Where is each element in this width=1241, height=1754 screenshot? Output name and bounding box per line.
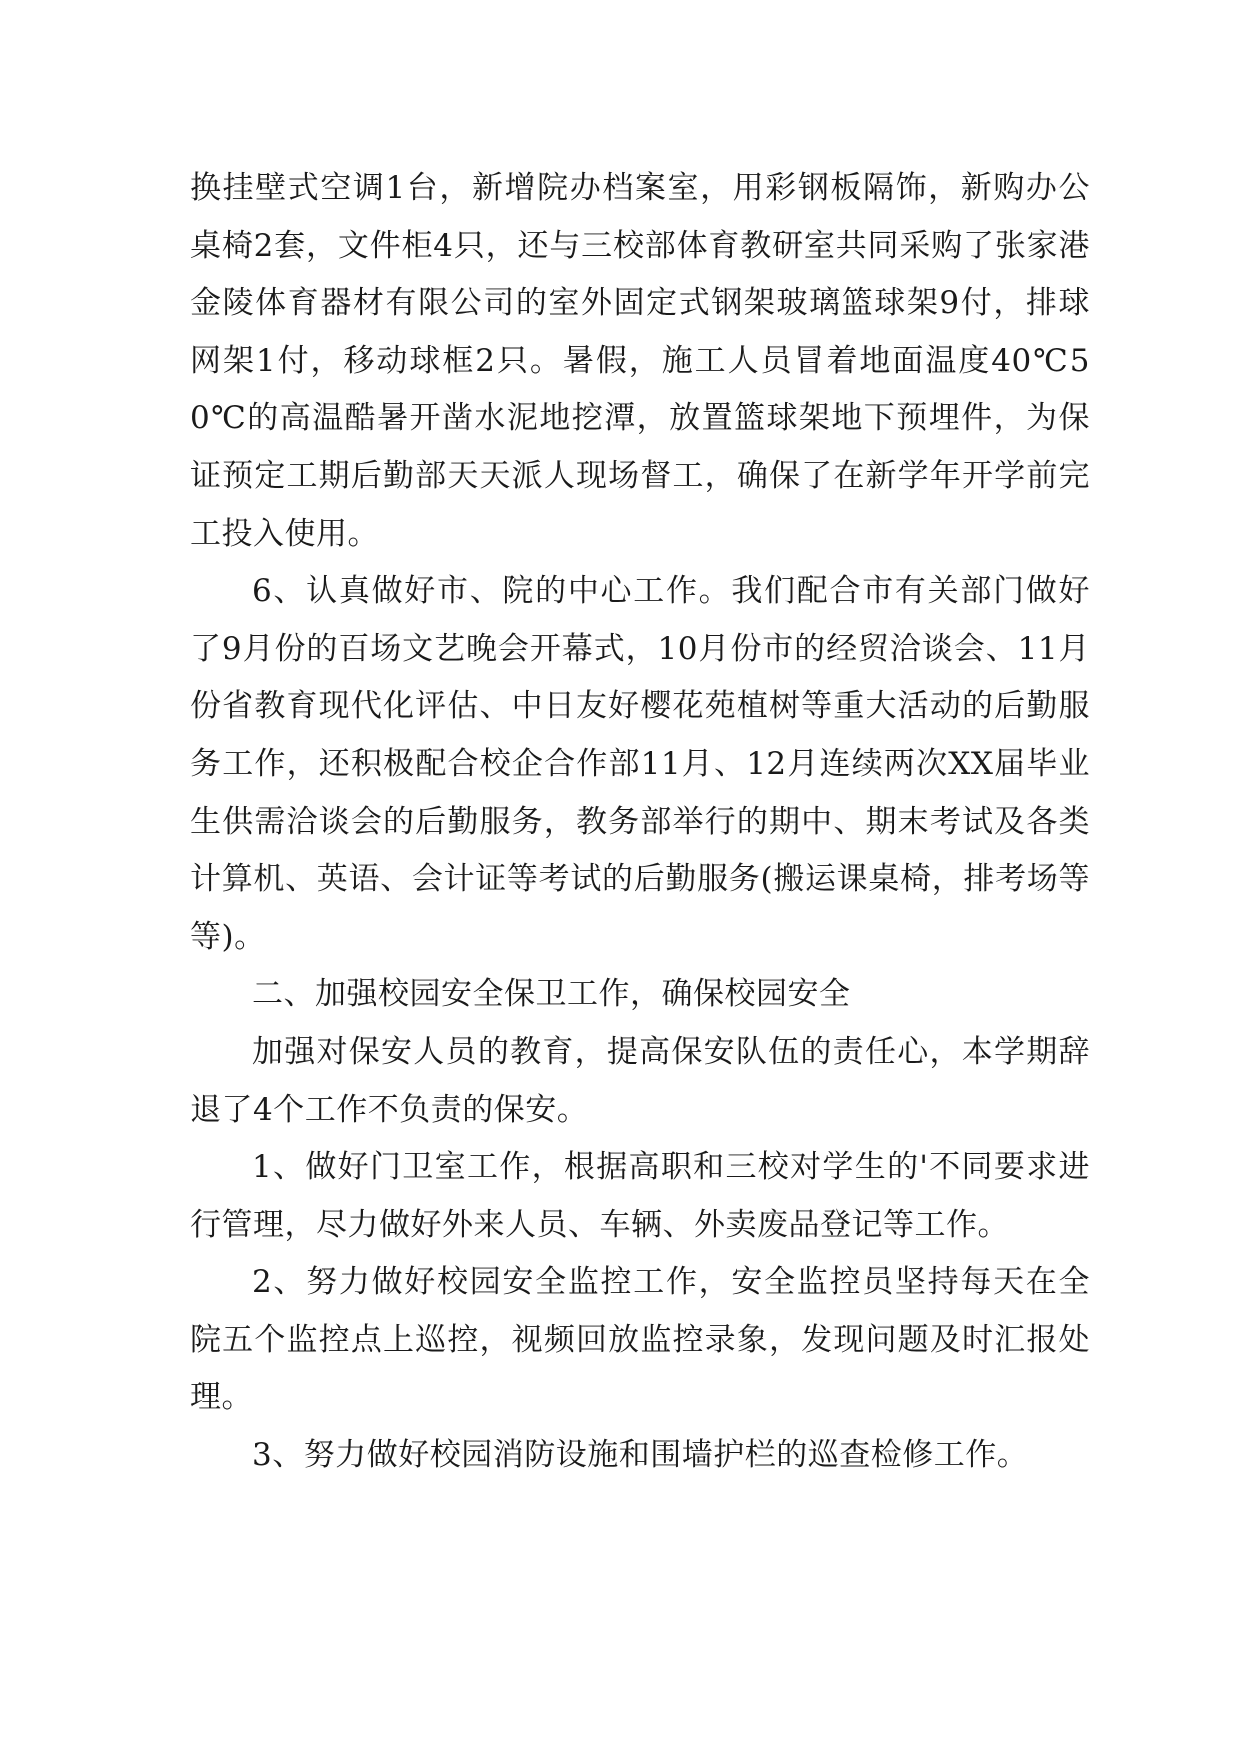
document-body bbox=[190, 160, 1090, 1485]
paragraph-6: 3、努力做好校园消防设施和围墙护栏的巡查检修工作。 bbox=[252, 1437, 1029, 1474]
section-heading: 二、加强校园安全保卫工作，确保校园安全 bbox=[252, 976, 851, 1013]
paragraph-5: 2、努力做好校园安全监控工作，安全监控员坚持每天在全院五个监控点上巡控，视频回放监控录象，发现问题及时汇报处理。 bbox=[190, 1264, 1090, 1416]
paragraph-4: 1、做好门卫室工作，根据高职和三校对学生的'不同要求进行管理，尽力做好外来人员、车辆、外卖废品登记等工作。 bbox=[190, 1149, 1090, 1243]
paragraph-1: 换挂壁式空调1台，新增院办档案室，用彩钢板隔饰，新购办公桌椅2套，文件柜4只，还与三校部体育教研室共同采购了张家港金陵体育器材有限公司的室外固定式钢架玻璃篮球架9付，排球网架1付，移动球框2只。暑假，施工人员冒着地面温度40℃50℃的高温酷暑开凿水泥地挖潭，放置篮球架地下预埋件，为保证预定工期后勤部天天派人现场督工，确保了在新学年开学前完工投入使用。 bbox=[190, 170, 1090, 552]
paragraph-3: 加强对保安人员的教育，提高保安队伍的责任心，本学期辞退了4个工作不负责的保安。 bbox=[190, 1033, 1090, 1128]
paragraph-2: 6、认真做好市、院的中心工作。我们配合市有关部门做好了9月份的百场文艺晚会开幕式，10月份市的经贸洽谈会、11月份省教育现代化评估、中日友好樱花苑植树等重大活动的后勤服务工作，还积极配合校企合作部11月、12月连续两次XX届毕业生供需洽谈会的后勤服务，教务部举行的期中、期末考试及各类计算机、英语、会计证等考试的后勤服务(搬运课桌椅，排考场等等)。 bbox=[190, 573, 1090, 955]
